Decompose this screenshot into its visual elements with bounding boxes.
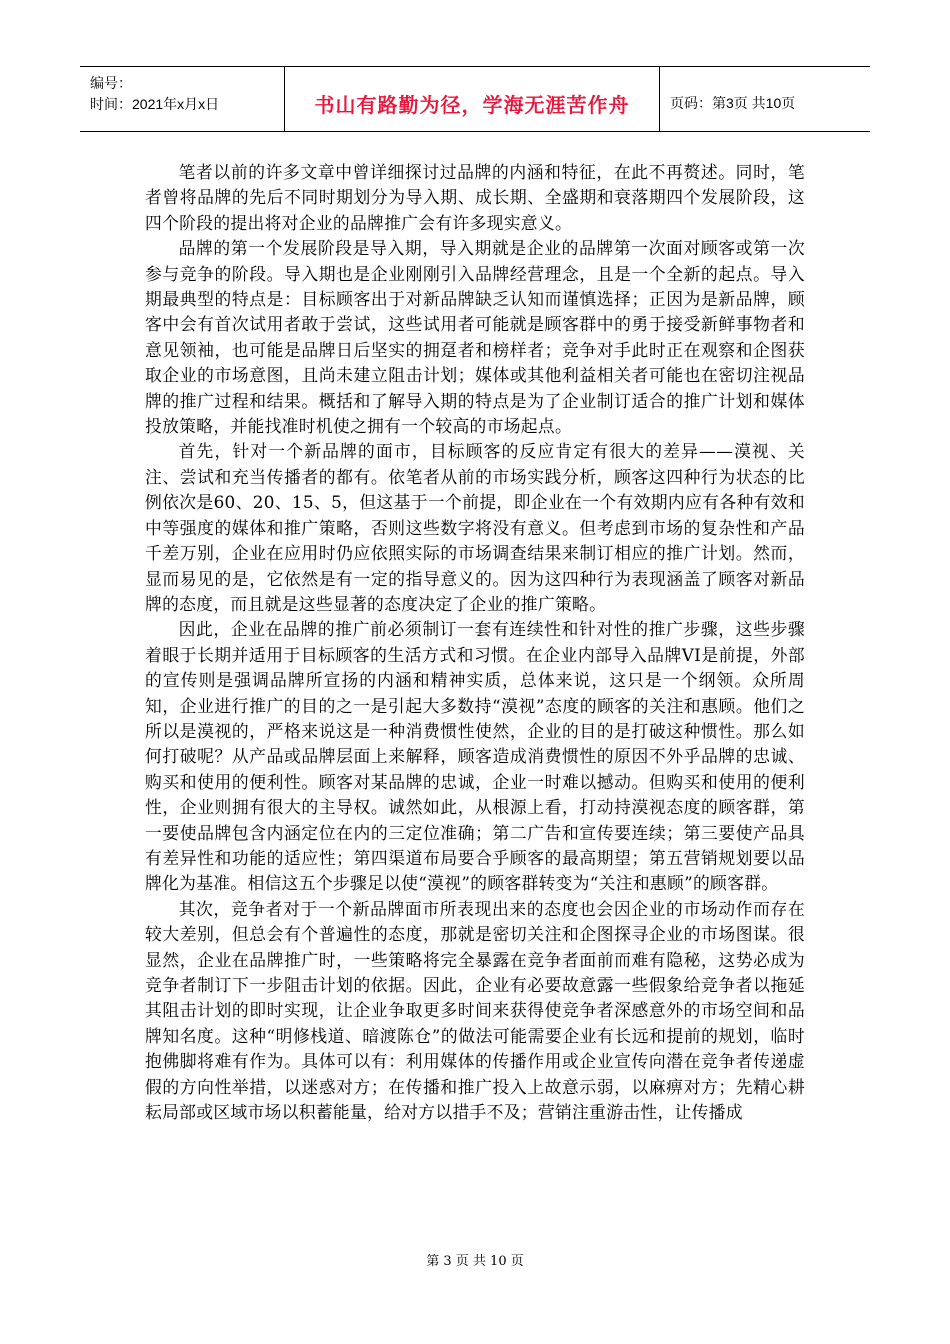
body-paragraph: 首先，针对一个新品牌的面市，目标顾客的反应肯定有很大的差异——漠视、关注、尝试和充当传播者的都有。依笔者从前的市场实践分析，顾客这四种行为状态的比例依次是60、20、15、5，但这基于一个前提，即企业在一个有效期内应有各种有效和中等强度的媒体和推广策略，否则这些数字将没有意义。但考虑到市场的复杂性和产品千差万别，企业在应用时仍应依照实际的市场调查结果来制订相应的推广计划。然而，显而易见的是，它依然是有一定的指导意义的。因为这四种行为表现涵盖了顾客对新品牌的态度，而且就是这些显著的态度决定了企业的推广策略。: [145, 441, 805, 614]
page-header: [80, 66, 870, 132]
document-body: [145, 160, 805, 1125]
header-motto-cell: [284, 67, 660, 131]
header-meta: [80, 67, 284, 131]
document-time-label: 时间：2021年x月x日: [90, 96, 220, 112]
document-number-label: 编号：: [90, 75, 132, 91]
header-page-info: 页码：第3页 共10页: [670, 95, 796, 111]
body-paragraph: 其次，竞争者对于一个新品牌面市所表现出来的态度也会因企业的市场动作而存在较大差别，但总会有个普遍性的态度，那就是密切关注和企图探寻企业的市场图谋。很显然，企业在品牌推广时，一些策略将完全暴露在竞争者面前而难有隐秘，这势必成为竞争者制订下一步阻击计划的依据。因此，企业有必要故意露一些假象给竞争者以拖延其阻击计划的即时实现，让企业争取更多时间来获得使竞争者深感意外的市场空间和品牌知名度。这种“明修栈道、暗渡陈仓”的做法可能需要企业有长远和提前的规划，临时抱佛脚将难有作为。具体可以有：利用媒体的传播作用或企业宣传向潜在竞争者传递虚假的方向性举措，以迷惑对方；在传播和推广投入上故意示弱，以麻痹对方；先精心耕耘局部或区域市场以积蓄能量，给对方以措手不及；营销注重游击性，让传播成: [145, 898, 805, 1123]
header-motto: 书山有路勤为径，学海无涯苦作舟: [314, 92, 630, 117]
body-paragraph: 品牌的第一个发展阶段是导入期，导入期就是企业的品牌第一次面对顾客或第一次参与竞争的阶段。导入期也是企业刚刚引入品牌经营理念，且是一个全新的起点。导入期最典型的特点是：目标顾客出于对新品牌缺乏认知而谨慎选择；正因为是新品牌，顾客中会有首次试用者敢于尝试，这些试用者可能就是顾客群中的勇于接受新鲜事物者和意见领袖，也可能是品牌日后坚实的拥趸者和榜样者；竞争对手此时正在观察和企图获取企业的市场意图，且尚未建立阻击计划；媒体或其他利益相关者可能也在密切注视品牌的推广过程和结果。概括和了解导入期的特点是为了企业制订适合的推广计划和媒体投放策略，并能找准时机使之拥有一个较高的市场起点。: [145, 238, 805, 437]
body-paragraph: 笔者以前的许多文章中曾详细探讨过品牌的内涵和特征，在此不再赘述。同时，笔者曾将品牌的先后不同时期划分为导入期、成长期、全盛期和衰落期四个发展阶段，这四个阶段的提出将对企业的品牌推广会有许多现实意义。: [145, 162, 805, 233]
page-footer: 第 3 页 共 10 页: [426, 1254, 524, 1269]
body-paragraph: 因此，企业在品牌的推广前必须制订一套有连续性和针对性的推广步骤，这些步骤着眼于长期并适用于目标顾客的生活方式和习惯。在企业内部导入品牌VI是前提，外部的宣传则是强调品牌所宣扬的内涵和精神实质，总体来说，这只是一个纲领。众所周知，企业进行推广的目的之一是引起大多数持“漠视”态度的顾客的关注和惠顾。他们之所以是漠视的，严格来说这是一种消费惯性使然，企业的目的是打破这种惯性。那么如何打破呢？从产品或品牌层面上来解释，顾客造成消费惯性的原因不外乎品牌的忠诚、购买和使用的便利性。顾客对某品牌的忠诚，企业一时难以撼动。但购买和使用的便利性，企业则拥有很大的主导权。诚然如此，从根源上看，打动持漠视态度的顾客群，第一要使品牌包含内涵定位在内的三定位准确；第二广告和宣传要连续；第三要使产品具有差异性和功能的适应性；第四渠道布局要合乎顾客的最高期望；第五营销规划要以品牌化为基准。相信这五个步骤足以使“漠视”的顾客群转变为“关注和惠顾”的顾客群。: [145, 619, 805, 894]
